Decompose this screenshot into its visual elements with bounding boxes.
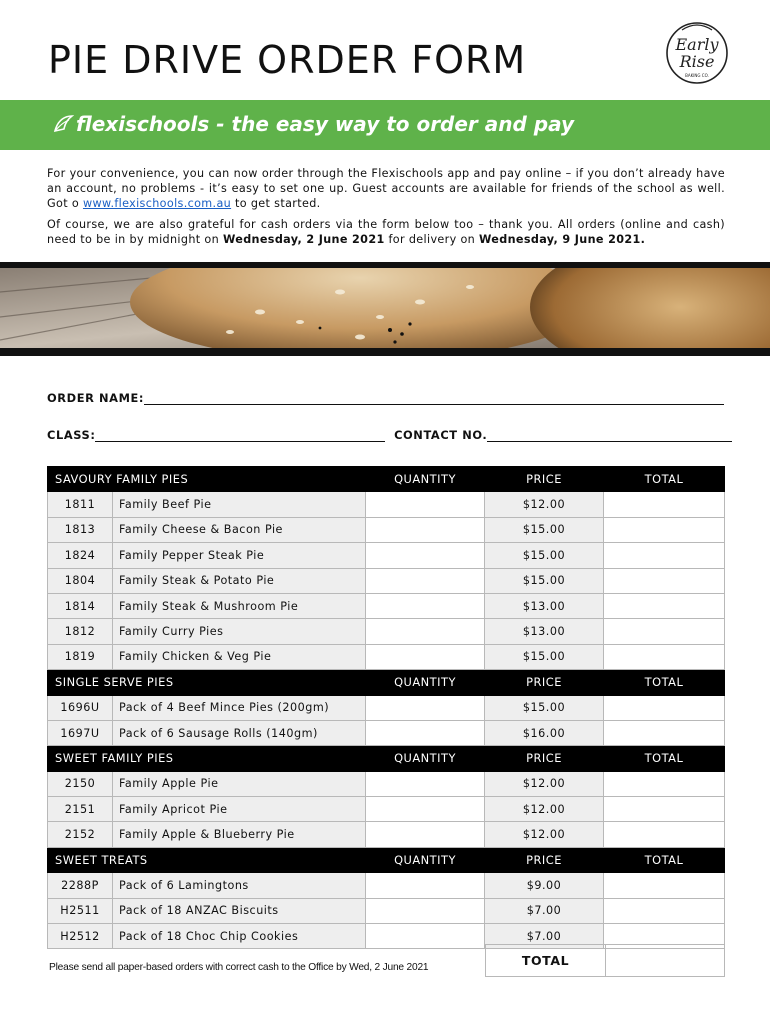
item-description: Family Apple & Blueberry Pie (113, 822, 366, 847)
total-input[interactable] (604, 543, 725, 568)
table-row (48, 720, 725, 745)
order-table (47, 466, 725, 949)
item-price: $12.00 (485, 822, 604, 847)
quantity-input[interactable] (366, 568, 485, 593)
quantity-input[interactable] (366, 797, 485, 822)
total-input[interactable] (604, 720, 725, 745)
table-row (48, 822, 725, 847)
pie-photo (0, 262, 770, 356)
banner-brand: flexischools (76, 112, 210, 136)
total-header: TOTAL (604, 847, 725, 872)
total-input[interactable] (604, 568, 725, 593)
quantity-input[interactable] (366, 695, 485, 720)
item-price: $15.00 (485, 644, 604, 669)
quantity-input[interactable] (366, 898, 485, 923)
intro-paragraph-2: Of course, we are also grateful for cash orders via the form below too – thank you. All orders (online and cash) need to be in by midnight on Wednesday, 2 June 2021 for delivery on Wednesday, 9 June 2021. (47, 218, 725, 246)
quantity-input[interactable] (366, 771, 485, 796)
section-title: SAVOURY FAMILY PIES (48, 467, 366, 492)
table-row (48, 568, 725, 593)
item-price: $15.00 (485, 568, 604, 593)
logo-text-small: BAKING CO. (685, 73, 709, 78)
order-name-field[interactable] (47, 391, 724, 405)
banner-tagline: - the easy way to order and pay (209, 112, 575, 136)
total-input[interactable] (604, 644, 725, 669)
quantity-header: QUANTITY (366, 847, 485, 872)
section-title: SWEET TREATS (48, 847, 366, 872)
total-input[interactable] (604, 619, 725, 644)
total-input[interactable] (604, 517, 725, 542)
price-header: PRICE (485, 467, 604, 492)
item-description: Family Cheese & Bacon Pie (113, 517, 366, 542)
contact-label: CONTACT NO. (394, 428, 488, 442)
total-input[interactable] (604, 873, 725, 898)
item-code: 1696U (48, 695, 113, 720)
item-code: 1813 (48, 517, 113, 542)
total-input[interactable] (604, 492, 725, 517)
item-description: Family Steak & Mushroom Pie (113, 593, 366, 618)
item-price: $12.00 (485, 771, 604, 796)
item-code: 1824 (48, 543, 113, 568)
item-description: Family Steak & Potato Pie (113, 568, 366, 593)
intro-text (47, 166, 725, 253)
item-description: Pack of 4 Beef Mince Pies (200gm) (113, 695, 366, 720)
total-input[interactable] (604, 695, 725, 720)
item-price: $7.00 (485, 898, 604, 923)
table-row (48, 619, 725, 644)
table-row (48, 695, 725, 720)
item-price: $15.00 (485, 695, 604, 720)
item-description: Family Apple Pie (113, 771, 366, 796)
item-code: 1819 (48, 644, 113, 669)
item-description: Pack of 18 ANZAC Biscuits (113, 898, 366, 923)
item-code: H2511 (48, 898, 113, 923)
section-header (48, 746, 725, 771)
flexischools-banner (0, 100, 770, 150)
item-price: $16.00 (485, 720, 604, 745)
item-description: Family Curry Pies (113, 619, 366, 644)
page-title: PIE DRIVE ORDER FORM (48, 38, 527, 82)
item-description: Family Apricot Pie (113, 797, 366, 822)
quantity-input[interactable] (366, 543, 485, 568)
item-code: H2512 (48, 924, 113, 949)
quantity-input[interactable] (366, 619, 485, 644)
table-row (48, 797, 725, 822)
item-description: Pack of 18 Choc Chip Cookies (113, 924, 366, 949)
total-input[interactable] (604, 797, 725, 822)
total-input[interactable] (604, 898, 725, 923)
quantity-header: QUANTITY (366, 467, 485, 492)
item-price: $7.00 (485, 924, 604, 949)
quantity-input[interactable] (366, 873, 485, 898)
table-row (48, 644, 725, 669)
table-row (48, 492, 725, 517)
item-price: $12.00 (485, 797, 604, 822)
footnote: Please send all paper-based orders with correct cash to the Office by Wed, 2 June 2021 (49, 962, 429, 973)
logo-text-rise: Rise (679, 52, 715, 71)
item-description: Family Beef Pie (113, 492, 366, 517)
quantity-input[interactable] (366, 822, 485, 847)
total-input[interactable] (604, 593, 725, 618)
item-code: 1814 (48, 593, 113, 618)
item-description: Pack of 6 Sausage Rolls (140gm) (113, 720, 366, 745)
quantity-input[interactable] (366, 517, 485, 542)
order-name-line[interactable] (144, 403, 724, 405)
section-title: SWEET FAMILY PIES (48, 746, 366, 771)
item-description: Family Chicken & Veg Pie (113, 644, 366, 669)
total-header: TOTAL (604, 670, 725, 695)
item-code: 2152 (48, 822, 113, 847)
class-contact-fields (47, 428, 732, 442)
item-code: 1812 (48, 619, 113, 644)
logo-text-early: Early (675, 35, 719, 54)
table-row (48, 771, 725, 796)
quantity-input[interactable] (366, 924, 485, 949)
grand-total-input[interactable] (604, 944, 725, 977)
contact-line[interactable] (487, 440, 732, 442)
item-code: 2288P (48, 873, 113, 898)
item-price: $13.00 (485, 619, 604, 644)
table-row (48, 543, 725, 568)
total-header: TOTAL (604, 467, 725, 492)
price-header: PRICE (485, 670, 604, 695)
quantity-header: QUANTITY (366, 746, 485, 771)
item-description: Family Pepper Steak Pie (113, 543, 366, 568)
item-price: $13.00 (485, 593, 604, 618)
section-header (48, 670, 725, 695)
grand-total-label: TOTAL (485, 944, 606, 977)
table-row (48, 873, 725, 898)
item-code: 1811 (48, 492, 113, 517)
item-price: $15.00 (485, 517, 604, 542)
total-input[interactable] (604, 822, 725, 847)
table-row (48, 898, 725, 923)
quantity-input[interactable] (366, 720, 485, 745)
item-code: 2151 (48, 797, 113, 822)
item-price: $15.00 (485, 543, 604, 568)
total-header: TOTAL (604, 746, 725, 771)
quantity-input[interactable] (366, 593, 485, 618)
quantity-header: QUANTITY (366, 670, 485, 695)
item-description: Pack of 6 Lamingtons (113, 873, 366, 898)
leaf-icon (52, 113, 74, 135)
section-title: SINGLE SERVE PIES (48, 670, 366, 695)
quantity-input[interactable] (366, 492, 485, 517)
item-price: $12.00 (485, 492, 604, 517)
section-header (48, 467, 725, 492)
item-code: 1804 (48, 568, 113, 593)
item-code: 1697U (48, 720, 113, 745)
order-name-label: ORDER NAME: (47, 391, 145, 405)
item-price: $9.00 (485, 873, 604, 898)
class-label: CLASS: (47, 428, 96, 442)
price-header: PRICE (485, 746, 604, 771)
early-rise-logo (664, 20, 730, 86)
item-code: 2150 (48, 771, 113, 796)
price-header: PRICE (485, 847, 604, 872)
intro-paragraph-1: For your convenience, you can now order through the Flexischools app and pay online – if you don’t already have an account, no problems - it’s easy to set one up. Guest accounts are available for friends of the school as well. Got o www.flexischools.com.au to get started. (47, 167, 725, 210)
section-header (48, 847, 725, 872)
class-line[interactable] (95, 440, 385, 442)
table-row (48, 593, 725, 618)
flexischools-link[interactable]: www.flexischools.com.au (82, 197, 232, 210)
quantity-input[interactable] (366, 644, 485, 669)
table-row (48, 517, 725, 542)
total-input[interactable] (604, 771, 725, 796)
